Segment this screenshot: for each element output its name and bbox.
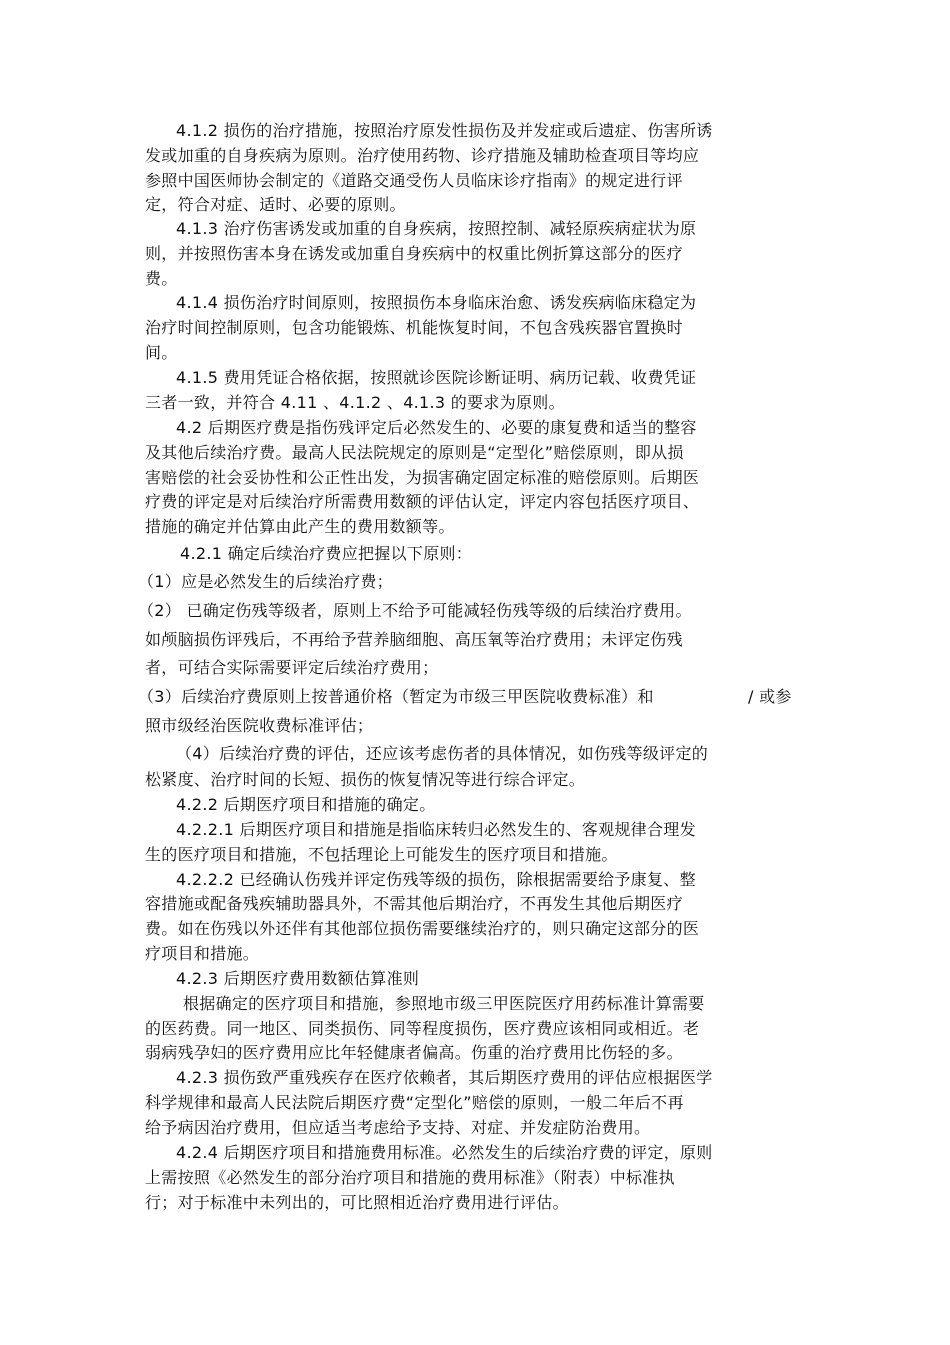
text-line: 行；对于标准中未列出的，可比照相近治疗费用进行评估。	[145, 1193, 569, 1212]
text-line: 措施的确定并估算由此产生的费用数额等。	[145, 517, 455, 536]
text-line: 费。如在伤残以外还伴有其他部位损伤需要继续治疗的，则只确定这部分的医	[145, 919, 700, 938]
text-line: 4.2.3 损伤致严重残疾存在医疗依赖者，其后期医疗费用的评估应根据医学	[176, 1068, 713, 1087]
text-line: 疗费的评定是对后续治疗所需费用数额的评估认定，评定内容包括医疗项目、	[145, 492, 700, 511]
text-line: 4.2 后期医疗费是指伤残评定后必然发生的、必要的康复费和适当的整容	[176, 418, 697, 437]
text-line: 照市级经治医院收费标准评估；	[145, 716, 374, 735]
text-line: 者，可结合实际需要评定后续治疗费用；	[145, 658, 439, 677]
text-line: 如颅脑损伤评残后，不再给予营养脑细胞、高压氧等治疗费用；未评定伤残	[145, 630, 683, 649]
text-line: 三者一致，并符合 4.11 、4.1.2 、4.1.3 的要求为原则。	[145, 393, 565, 412]
text-line: 4.2.4 后期医疗项目和措施费用标准。必然发生的后续治疗费的评定，原则	[176, 1143, 713, 1162]
text-line: 4.2.2.2 已经确认伤残并评定伤残等级的损伤，除根据需要给予康复、整	[176, 870, 696, 889]
text-line: 费。	[145, 269, 178, 288]
text-line: 疗项目和措施。	[145, 944, 260, 963]
text-line: （1）应是必然发生的后续治疗费；	[138, 572, 393, 591]
text-line: / 或参	[748, 687, 792, 706]
text-line: 4.1.3 治疗伤害诱发或加重的自身疾病，按照控制、减轻原疾病症状为原	[176, 219, 697, 238]
text-line: 科学规律和最高人民法院后期医疗费“定型化”赔偿的原则，一般二年后不再	[145, 1093, 684, 1112]
text-line: 4.2.2.1 后期医疗项目和措施是指临床转归必然发生的、客观规律合理发	[176, 820, 696, 839]
text-line: 4.2.1 确定后续治疗费应把握以下原则：	[180, 544, 473, 563]
text-line: 的医药费。同一地区、同类损伤、同等程度损伤，医疗费应该相同或相近。老	[145, 1019, 700, 1038]
text-line: （4）后续治疗费的评估，还应该考虑伤者的具体情况，如伤残等级评定的	[176, 744, 709, 763]
text-line: 容措施或配备残疾辅助器具外，不需其他后期治疗，不再发生其他后期医疗	[145, 894, 683, 913]
text-line: 治疗时间控制原则，包含功能锻炼、机能恢复时间，不包含残疾器官置换时	[145, 318, 683, 337]
text-line: 根据确定的医疗项目和措施，参照地市级三甲医院医疗用药标准计算需要	[183, 994, 705, 1013]
text-line: （3）后续治疗费原则上按普通价格（暂定为市级三甲医院收费标准）和	[138, 687, 654, 706]
text-line: 及其他后续治疗费。最高人民法院规定的原则是“定型化”赔偿原则，即从损	[145, 443, 684, 462]
text-line: 4.1.2 损伤的治疗措施，按照治疗原发性损伤及并发症或后遗症、伤害所诱	[176, 121, 713, 140]
text-line: 上需按照《必然发生的部分治疗项目和措施的费用标准》（附表）中标准执	[145, 1168, 675, 1187]
text-line: 给予病因治疗费用，但应适当考虑给予支持、对症、并发症防治费用。	[145, 1118, 651, 1137]
text-line: 则，并按照伤害本身在诱发或加重自身疾病中的权重比例折算这部分的医疗	[145, 244, 683, 263]
text-line: 4.2.3 后期医疗费用数额估算准则	[176, 969, 420, 988]
text-line: 4.1.5 费用凭证合格依据，按照就诊医院诊断证明、病历记载、收费凭证	[176, 368, 697, 387]
text-line: 害赔偿的社会妥协性和公正性出发，为损害确定固定标准的赔偿原则。后期医	[145, 468, 700, 487]
text-line: （2） 已确定伤残等级者，原则上不给予可能减轻伤残等级的后续治疗费用。	[138, 601, 692, 620]
text-line: 4.2.2 后期医疗项目和措施的确定。	[176, 795, 436, 814]
text-line: 定，符合对症、适时、必要的原则。	[145, 195, 406, 214]
text-line: 松紧度、治疗时间的长短、损伤的恢复情况等进行综合评定。	[145, 770, 586, 789]
text-line: 发或加重的自身疾病为原则。治疗使用药物、诊疗措施及辅助检查项目等均应	[145, 146, 700, 165]
text-line: 间。	[145, 343, 178, 362]
text-line: 参照中国医师协会制定的《道路交通受伤人员临床诊疗指南》的规定进行评	[145, 171, 683, 190]
text-line: 弱病残孕妇的医疗费用应比年轻健康者偏高。伤重的治疗费用比伤轻的多。	[145, 1043, 683, 1062]
text-line: 4.1.4 损伤治疗时间原则，按照损伤本身临床治愈、诱发疾病临床稳定为	[176, 293, 697, 312]
text-line: 生的医疗项目和措施，不包括理论上可能发生的医疗项目和措施。	[145, 845, 618, 864]
